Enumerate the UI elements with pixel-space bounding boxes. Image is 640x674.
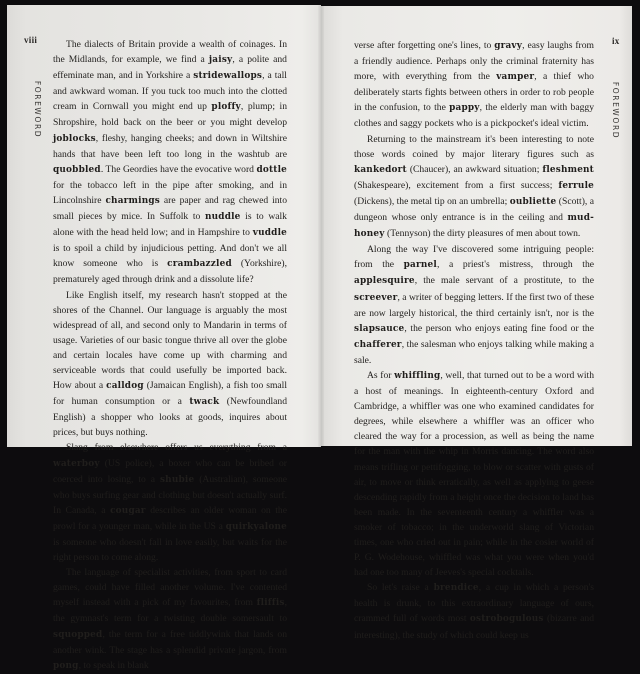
headword: nuddle [204,212,241,223]
headword: calldog [106,381,144,392]
headword: shubie [159,474,195,485]
paragraph: Like English itself, my research hasn't stopped at the shores of the Channel. Our language is arguably the most widespread of all, and second only to Mandarin in terms of usage. Varieties of our basic tongue thrive all over the globe and certain locales have come up with charming and serviceable words that could usefully be imported back. How about a calldog (Jamaican English), a fish too small for human consumption or a twack (Newfoundland English) a shopper who looks at goods, inquires about prices, but buys nothing. [53,289,288,439]
body-text [53,37,287,674]
running-head: FOREWORD [33,80,43,139]
headword: quirkyalone [225,521,287,532]
right-page [321,6,632,641]
running-head: FOREWORD [611,81,621,140]
headword: dottle [256,164,287,175]
headword: brendice [433,583,479,594]
headword: mud-honey [354,213,594,240]
headword: whiffling [394,370,441,381]
page-number: viii [24,35,38,45]
headword: jaisy [208,55,233,66]
headword: slapsauce [354,323,405,334]
paragraph: The dialects of Britain provide a wealth of coinages. In the Midlands, for example, we find a jaisy, a polite and effeminate man, and in Yorkshire a stridewallops, a tall and awkward woman. If you tuck too much into the clotted cream in Cornwall you might end up ploffy, plump; in Shropshire, hold back on the beer or you might develop joblocks, fleshy, hanging cheeks; and down in Wiltshire hands that have been left too long in the washtub are quobbled. The Geordies have the evocative word dottle for the tobacco left in the pipe after smoking, and in Lincolnshire charmings are paper and rag chewed into small pieces by mice. In Suffolk to nuddle is to walk alone with the head held low; and in Hampshire to vuddle is to spoil a child by injudicious petting. And don't we all know someone who is crambazzled (Yorkshire), prematurely aged through drink and a dissolute life? [53,39,288,286]
headword: gravy [494,41,523,51]
headword: twack [189,397,220,408]
paragraph: verse after forgetting one's lines, to gravy, easy laughs from a friendly audience. Perhaps only the criminal fraternity has more, with everything from the vamper, a thief who deliberately starts fights between others in order to rob people in the confusion, to the pappy, the elderly man with baggy clothes and saggy pockets who is a pickpocket's ideal victim. [354,40,594,130]
headword: kankedort [354,164,407,175]
paragraph: Along the way I've discovered some intriguing people: from the parnel, a priest's mistress, through the applesquire, the male servant of a prostitute, to the screever, a writer of begging letters. If the first two of these are now largely historical, the third certainly isn't, nor is the slapsauce, the person who enjoys eating fine food or the chafferer, the salesman who enjoys talking while making a sale. [354,244,594,366]
headword: cougar [110,505,146,516]
headword: joblocks [53,133,96,144]
headword: pappy [449,103,480,114]
headword: vamper [496,72,535,83]
headword: stridewallops [193,71,263,82]
paragraph: Returning to the mainstream it's been interesting to note those words coined by major literary figures such as kankedort (Chaucer), an awkward situation; fleshment (Shakespeare), excitement from a first success; ferrule (Dickens), the metal tip on an umbrella; oubliette (Scott), a dungeon whose only entrance is in the ceiling and mud-honey (Tennyson) the dirty pleasures of men about town. [354,133,594,240]
paragraph: Slang from elsewhere offers us everything from a waterboy (US police), a boxer who can be bribed or coerced into losing, to a shubie (Australian), someone who buys surfing gear and clothing but doesn't actually surf. In Canada, a cougar describes an older woman on the prowl for a younger man, while in the US a quirkyalone is someone who doesn't fall in love easily, but waits for the right person to come along. [53,442,288,564]
headword: charmings [105,195,160,206]
headword: parnel [403,260,437,271]
body-text [354,38,594,643]
headword: waterboy [53,458,100,469]
headword: chafferer [354,339,402,350]
headword: applesquire [354,276,415,287]
paragraph: The language of specialist activities, from sport to card games, could have filled another volume. I've contented myself instead with a pick of my favourites, from fliffis, the gymnast's term for a twisting double somersault to squopped, the term for a free tiddlywink that lands on another wink. The stage has a splendid private jargon, from pong, to speak in blank [53,567,287,671]
headword: oubliette [509,196,557,207]
headword: vuddle [252,228,287,239]
headword: quobbled [53,164,101,175]
headword: fliffis [256,598,285,609]
headword: crambazzled [167,259,232,270]
headword: squopped [53,629,103,640]
paragraph: As for whiffling, well, that turned out to be a word with a host of meanings. In eighteenth-century Oxford and Cambridge, a whiffler was one who examined candidates for degrees, while elsewhere a whiffler was an officer who cleared the way for a procession, as well as being the name for the man with the whip in Morris dancing. The word also means trifling or pettifogging, to blow or scatter with gusts of air, to move or think erratically, as well as applying to geese descending rapidly from a height once the decision to land has been made. In the seventeenth century a whiffler was a smoker of tobacco; in the underworld slang of Victorian times, one who cried out in pain; while in the cosier world of P. G. Wodehouse, whiffled was what you were when you'd had one too many of Jeeves's special cocktails. [354,369,594,579]
headword: fleshment [542,164,594,175]
paragraph: So let's raise a brendice, a cup in which a person's health is drunk, to this extraordinary language of ours, crammed full of words most ostrobogulous (bizarre and interesting), the study of which could keep us [354,582,594,641]
headword: ferrule [558,180,594,191]
book-gutter [318,5,324,447]
headword: screever [354,292,398,303]
page-number: ix [612,36,620,46]
headword: pong [53,660,79,671]
headword: ploffy [211,102,241,113]
left-page [7,5,321,671]
headword: ostrobogulous [469,614,544,625]
